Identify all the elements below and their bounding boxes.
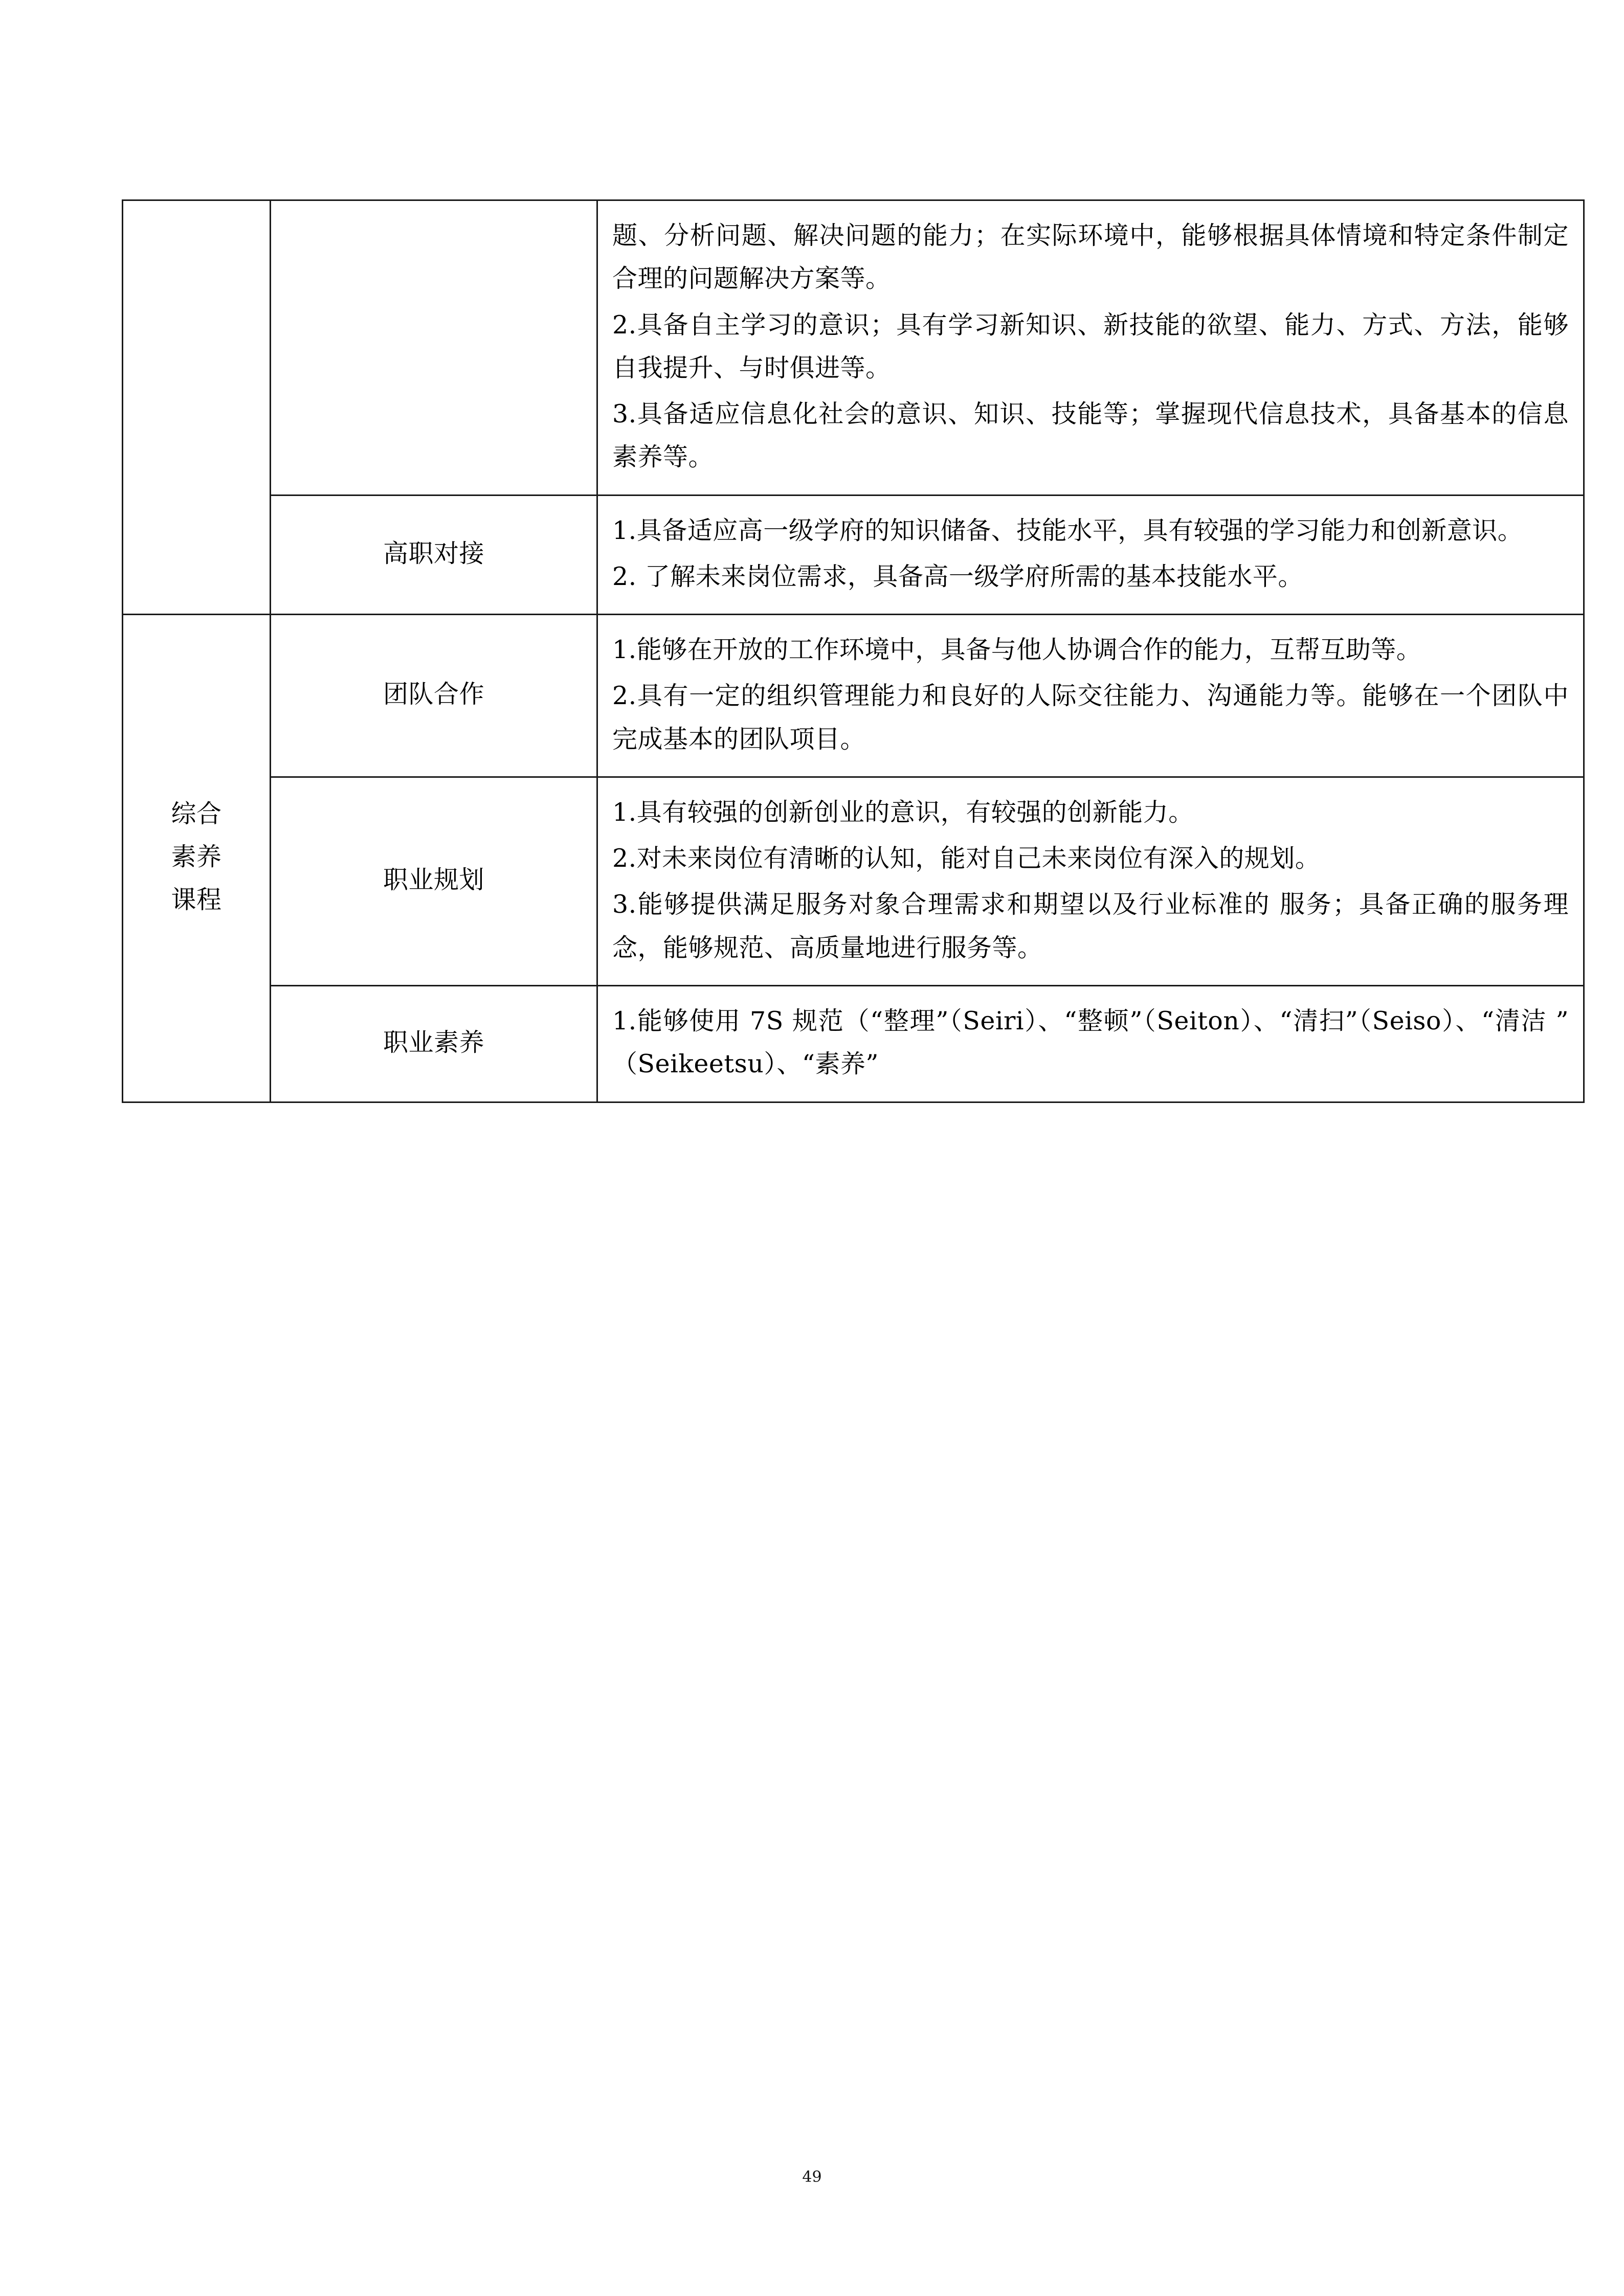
subject-cell-vocational-link: 高职对接 bbox=[271, 495, 597, 615]
category-line: 综合 bbox=[171, 799, 222, 828]
content-paragraph: 2.对未来岗位有清晰的认知，能对自己未来岗位有深入的规划。 bbox=[612, 844, 1321, 873]
table-row bbox=[123, 985, 1584, 1102]
content-paragraph: 1.能够在开放的工作环境中，具备与他人协调合作的能力，互帮互助等。 bbox=[612, 635, 1422, 665]
content-paragraph: 题、分析问题、解决问题的能力；在实际环境中，能够根据具体情境和特定条件制定合理的问题解决方案等。 bbox=[612, 221, 1569, 294]
content-paragraph: 3.能够提供满足服务对象合理需求和期望以及行业标准的 服务；具备正确的服务理念，能够规范、高质量地进行服务等。 bbox=[612, 890, 1569, 962]
content-cell bbox=[597, 200, 1584, 496]
category-cell-comprehensive-literacy bbox=[123, 615, 271, 1102]
subject-cell-career-planning: 职业规划 bbox=[271, 777, 597, 985]
table-row bbox=[123, 615, 1584, 777]
category-line: 素养 bbox=[171, 842, 222, 872]
content-paragraph: 1.具备适应高一级学府的知识储备、技能水平，具有较强的学习能力和创新意识。 bbox=[612, 515, 1523, 545]
table-row bbox=[123, 200, 1584, 496]
content-paragraph: 3.具备适应信息化社会的意识、知识、技能等；掌握现代信息技术，具备基本的信息素养等。 bbox=[612, 399, 1569, 472]
content-paragraph: 2.具备自主学习的意识；具有学习新知识、新技能的欲望、能力、方式、方法，能够自我提升、与时俱进等。 bbox=[612, 310, 1569, 382]
content-paragraph: 1.能够使用 7S 规范（“整理”（Seiri）、“整顿”（Seiton）、“清扫”（Seiso）、“清洁 ”（Seikeetsu）、“素养” bbox=[612, 1006, 1569, 1079]
content-paragraph: 1.具有较强的创新创业的意识，有较强的创新能力。 bbox=[612, 797, 1194, 827]
subject-cell-empty bbox=[271, 200, 597, 496]
table-container bbox=[122, 199, 1569, 1103]
table-row bbox=[123, 495, 1584, 615]
content-cell bbox=[597, 495, 1584, 615]
content-paragraph: 2.具有一定的组织管理能力和良好的人际交往能力、沟通能力等。能够在一个团队中完成基本的团队项目。 bbox=[612, 681, 1569, 754]
subject-cell-teamwork: 团队合作 bbox=[271, 615, 597, 777]
table-row bbox=[123, 777, 1584, 985]
subject-cell-professional-literacy: 职业素养 bbox=[271, 985, 597, 1102]
content-paragraph: 2. 了解未来岗位需求，具备高一级学府所需的基本技能水平。 bbox=[612, 561, 1303, 591]
category-line: 课程 bbox=[171, 885, 222, 915]
content-cell bbox=[597, 615, 1584, 777]
competency-table bbox=[122, 199, 1585, 1103]
content-cell bbox=[597, 777, 1584, 985]
page-number: 49 bbox=[802, 2168, 822, 2186]
content-cell bbox=[597, 985, 1584, 1102]
category-cell-empty-top bbox=[123, 200, 271, 615]
